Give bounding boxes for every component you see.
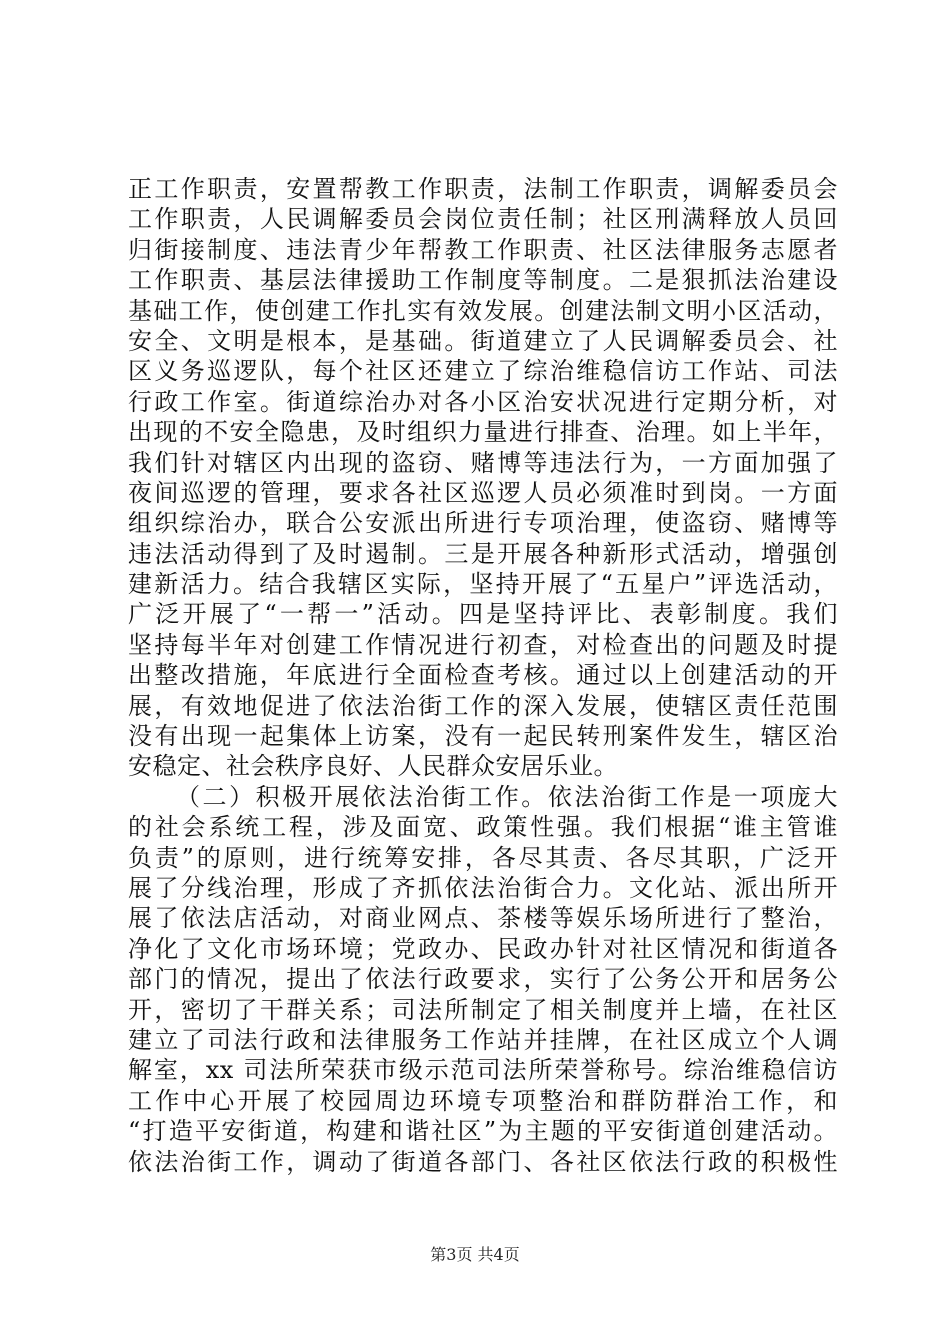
text-line: 出现的不安全隐患，及时组织力量进行排查、治理。如上半年， xyxy=(128,418,838,447)
text-line: 依法治街工作，调动了街道各部门、各社区依法行政的积极性 xyxy=(128,1147,838,1176)
text-line: 负责”的原则，进行统筹安排，各尽其责、各尽其职，广泛开 xyxy=(128,843,838,872)
text-line: 广泛开展了“一帮一”活动。四是坚持评比、表彰制度。我们 xyxy=(128,600,838,629)
text-line: 解室，xx 司法所荣获市级示范司法所荣誉称号。综治维稳信访 xyxy=(128,1056,838,1085)
text-line: 出整改措施，年底进行全面检查考核。通过以上创建活动的开 xyxy=(128,661,838,690)
text-line: 没有出现一起集体上访案，没有一起民转刑案件发生，辖区治 xyxy=(128,722,838,751)
text-line: 区义务巡逻队，每个社区还建立了综治维稳信访工作站、司法 xyxy=(128,357,838,386)
section-heading-line: （二）积极开展依法治街工作。依法治街工作是一项庞大 xyxy=(176,782,838,811)
text-line: 的社会系统工程，涉及面宽、政策性强。我们根据“谁主管谁 xyxy=(128,813,838,842)
text-line: 展了分线治理，形成了齐抓依法治街合力。文化站、派出所开 xyxy=(128,873,838,902)
text-line: 夜间巡逻的管理，要求各社区巡逻人员必须准时到岗。一方面 xyxy=(128,478,838,507)
text-line: 我们针对辖区内出现的盗窃、赌博等违法行为，一方面加强了 xyxy=(128,448,838,477)
body-text xyxy=(128,174,838,1177)
text-line: 净化了文化市场环境；党政办、民政办针对社区情况和街道各 xyxy=(128,934,838,963)
text-line: 工作职责、基层法律援助工作制度等制度。二是狠抓法治建设 xyxy=(128,266,838,295)
text-line: 坚持每半年对创建工作情况进行初查，对检查出的问题及时提 xyxy=(128,630,838,659)
page-number-footer: 第3页 共4页 xyxy=(430,1245,520,1264)
text-line: 工作职责，人民调解委员会岗位责任制；社区刑满释放人员回 xyxy=(128,205,838,234)
text-line: 建新活力。结合我辖区实际，坚持开展了“五星户”评选活动， xyxy=(128,570,838,599)
text-line: 基础工作，使创建工作扎实有效发展。创建法制文明小区活动， xyxy=(128,296,838,325)
text-line: 工作中心开展了校园周边环境专项整治和群防群治工作，和 xyxy=(128,1086,838,1115)
paragraph-last-line: 安稳定、社会秩序良好、人民群众安居乐业。 xyxy=(128,752,618,781)
text-line: 部门的情况，提出了依法行政要求，实行了公务公开和居务公 xyxy=(128,965,838,994)
text-line: 违法活动得到了及时遏制。三是开展各种新形式活动，增强创 xyxy=(128,539,838,568)
text-line: 开，密切了干群关系；司法所制定了相关制度并上墙，在社区 xyxy=(128,995,838,1024)
text-line: 建立了司法行政和法律服务工作站并挂牌，在社区成立个人调 xyxy=(128,1025,838,1054)
text-line: 行政工作室。街道综治办对各小区治安状况进行定期分析，对 xyxy=(128,387,838,416)
text-line: 归街接制度、违法青少年帮教工作职责、社区法律服务志愿者 xyxy=(128,235,838,264)
text-line: 组织综治办，联合公安派出所进行专项治理，使盗窃、赌博等 xyxy=(128,509,838,538)
text-line: 安全、文明是根本，是基础。街道建立了人民调解委员会、社 xyxy=(128,326,838,355)
text-line: 正工作职责，安置帮教工作职责，法制工作职责，调解委员会 xyxy=(128,175,838,203)
text-line: 展，有效地促进了依法治街工作的深入发展，使辖区责任范围 xyxy=(128,691,838,720)
text-line: “打造平安街道，构建和谐社区”为主题的平安街道创建活动。 xyxy=(128,1117,838,1146)
text-line: 展了依法店活动，对商业网点、茶楼等娱乐场所进行了整治， xyxy=(128,904,838,933)
